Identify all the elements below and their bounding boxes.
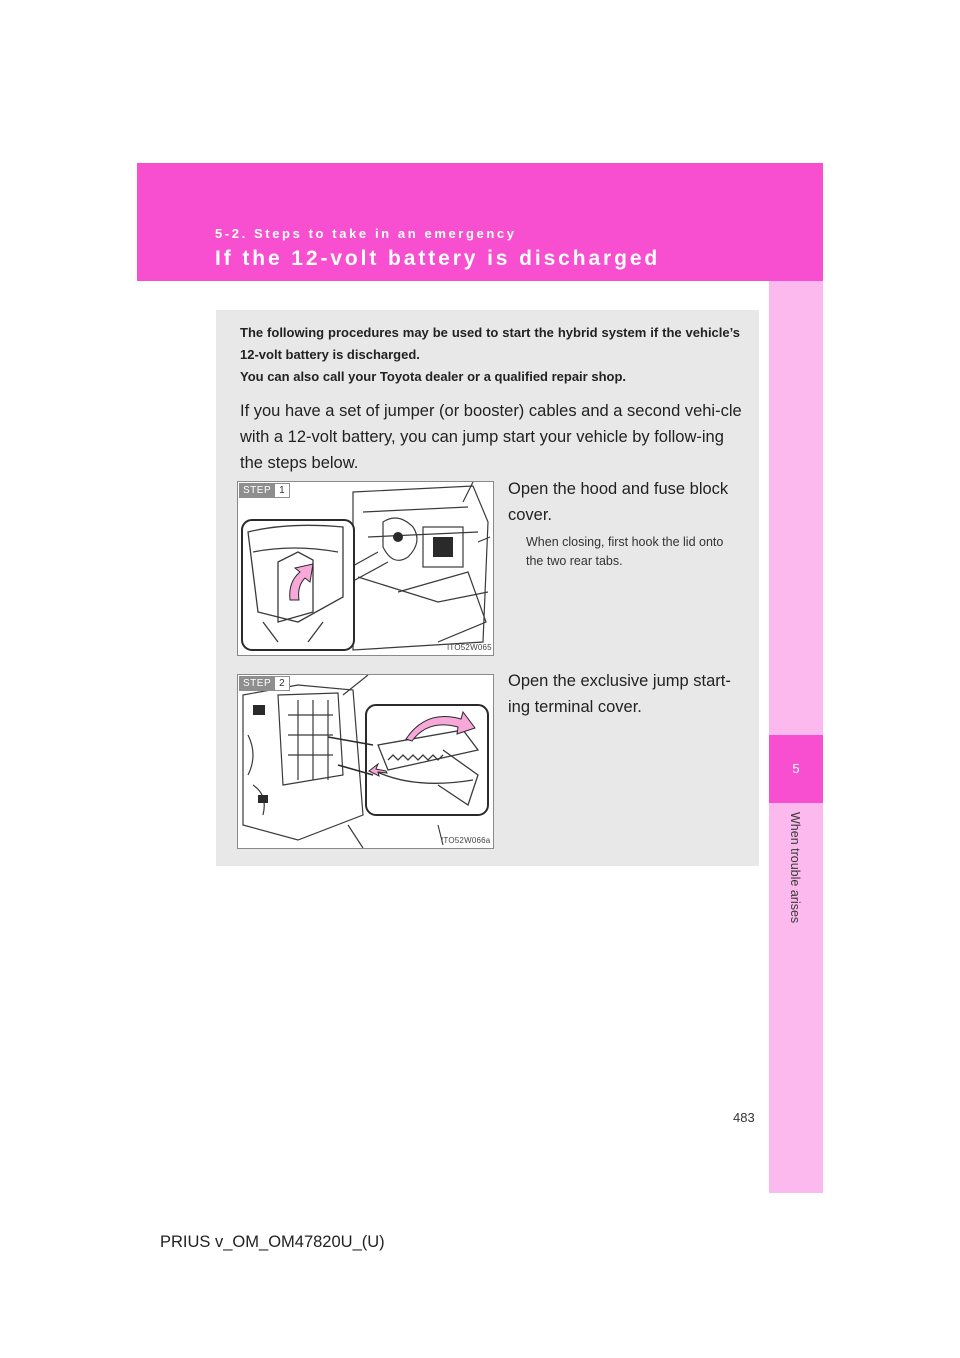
page-number: 483 <box>733 1110 755 1125</box>
image-code: ITO52W065 <box>447 643 492 652</box>
step-number: 1 <box>275 483 290 498</box>
step-1-note: When closing, first hook the lid onto the two rear tabs. <box>526 535 724 568</box>
step-2-illustration <box>237 674 494 849</box>
page-title: If the 12-volt battery is discharged <box>215 247 661 270</box>
jump-start-paragraph: If you have a set of jumper (or booster) cables and a second vehi-cle with a 12-volt battery, you can jump start your vehicle by follow-ing the steps below. <box>240 402 742 472</box>
step-1-illustration <box>237 481 494 656</box>
step-number: 2 <box>275 676 290 691</box>
step-word: STEP <box>239 483 275 498</box>
intro-line-1: The following procedures may be used to start the hybrid system if the vehicle’s 12-volt battery is discharged. <box>240 325 740 362</box>
step-1-text: Open the hood and fuse block cover. <box>508 480 729 524</box>
step-word: STEP <box>239 676 275 691</box>
step-2-badge <box>239 676 290 691</box>
step-2-text: Open the exclusive jump start-ing terminal cover. <box>508 672 731 716</box>
section-label: 5-2. Steps to take in an emergency <box>215 226 517 241</box>
chapter-number: 5 <box>792 761 800 776</box>
intro-line-2: You can also call your Toyota dealer or a qualified repair shop. <box>240 369 627 384</box>
engine-bay-drawing <box>238 482 493 655</box>
chapter-tab <box>769 735 823 803</box>
document-footer: PRIUS v_OM_OM47820U_(U) <box>160 1233 385 1251</box>
chapter-header <box>137 163 823 281</box>
fuse-block-drawing <box>238 675 493 848</box>
image-code: ITO52W066a <box>441 836 491 845</box>
chapter-title-vertical: When trouble arises <box>788 812 802 924</box>
step-1-badge <box>239 483 290 498</box>
intro-text <box>240 322 740 388</box>
